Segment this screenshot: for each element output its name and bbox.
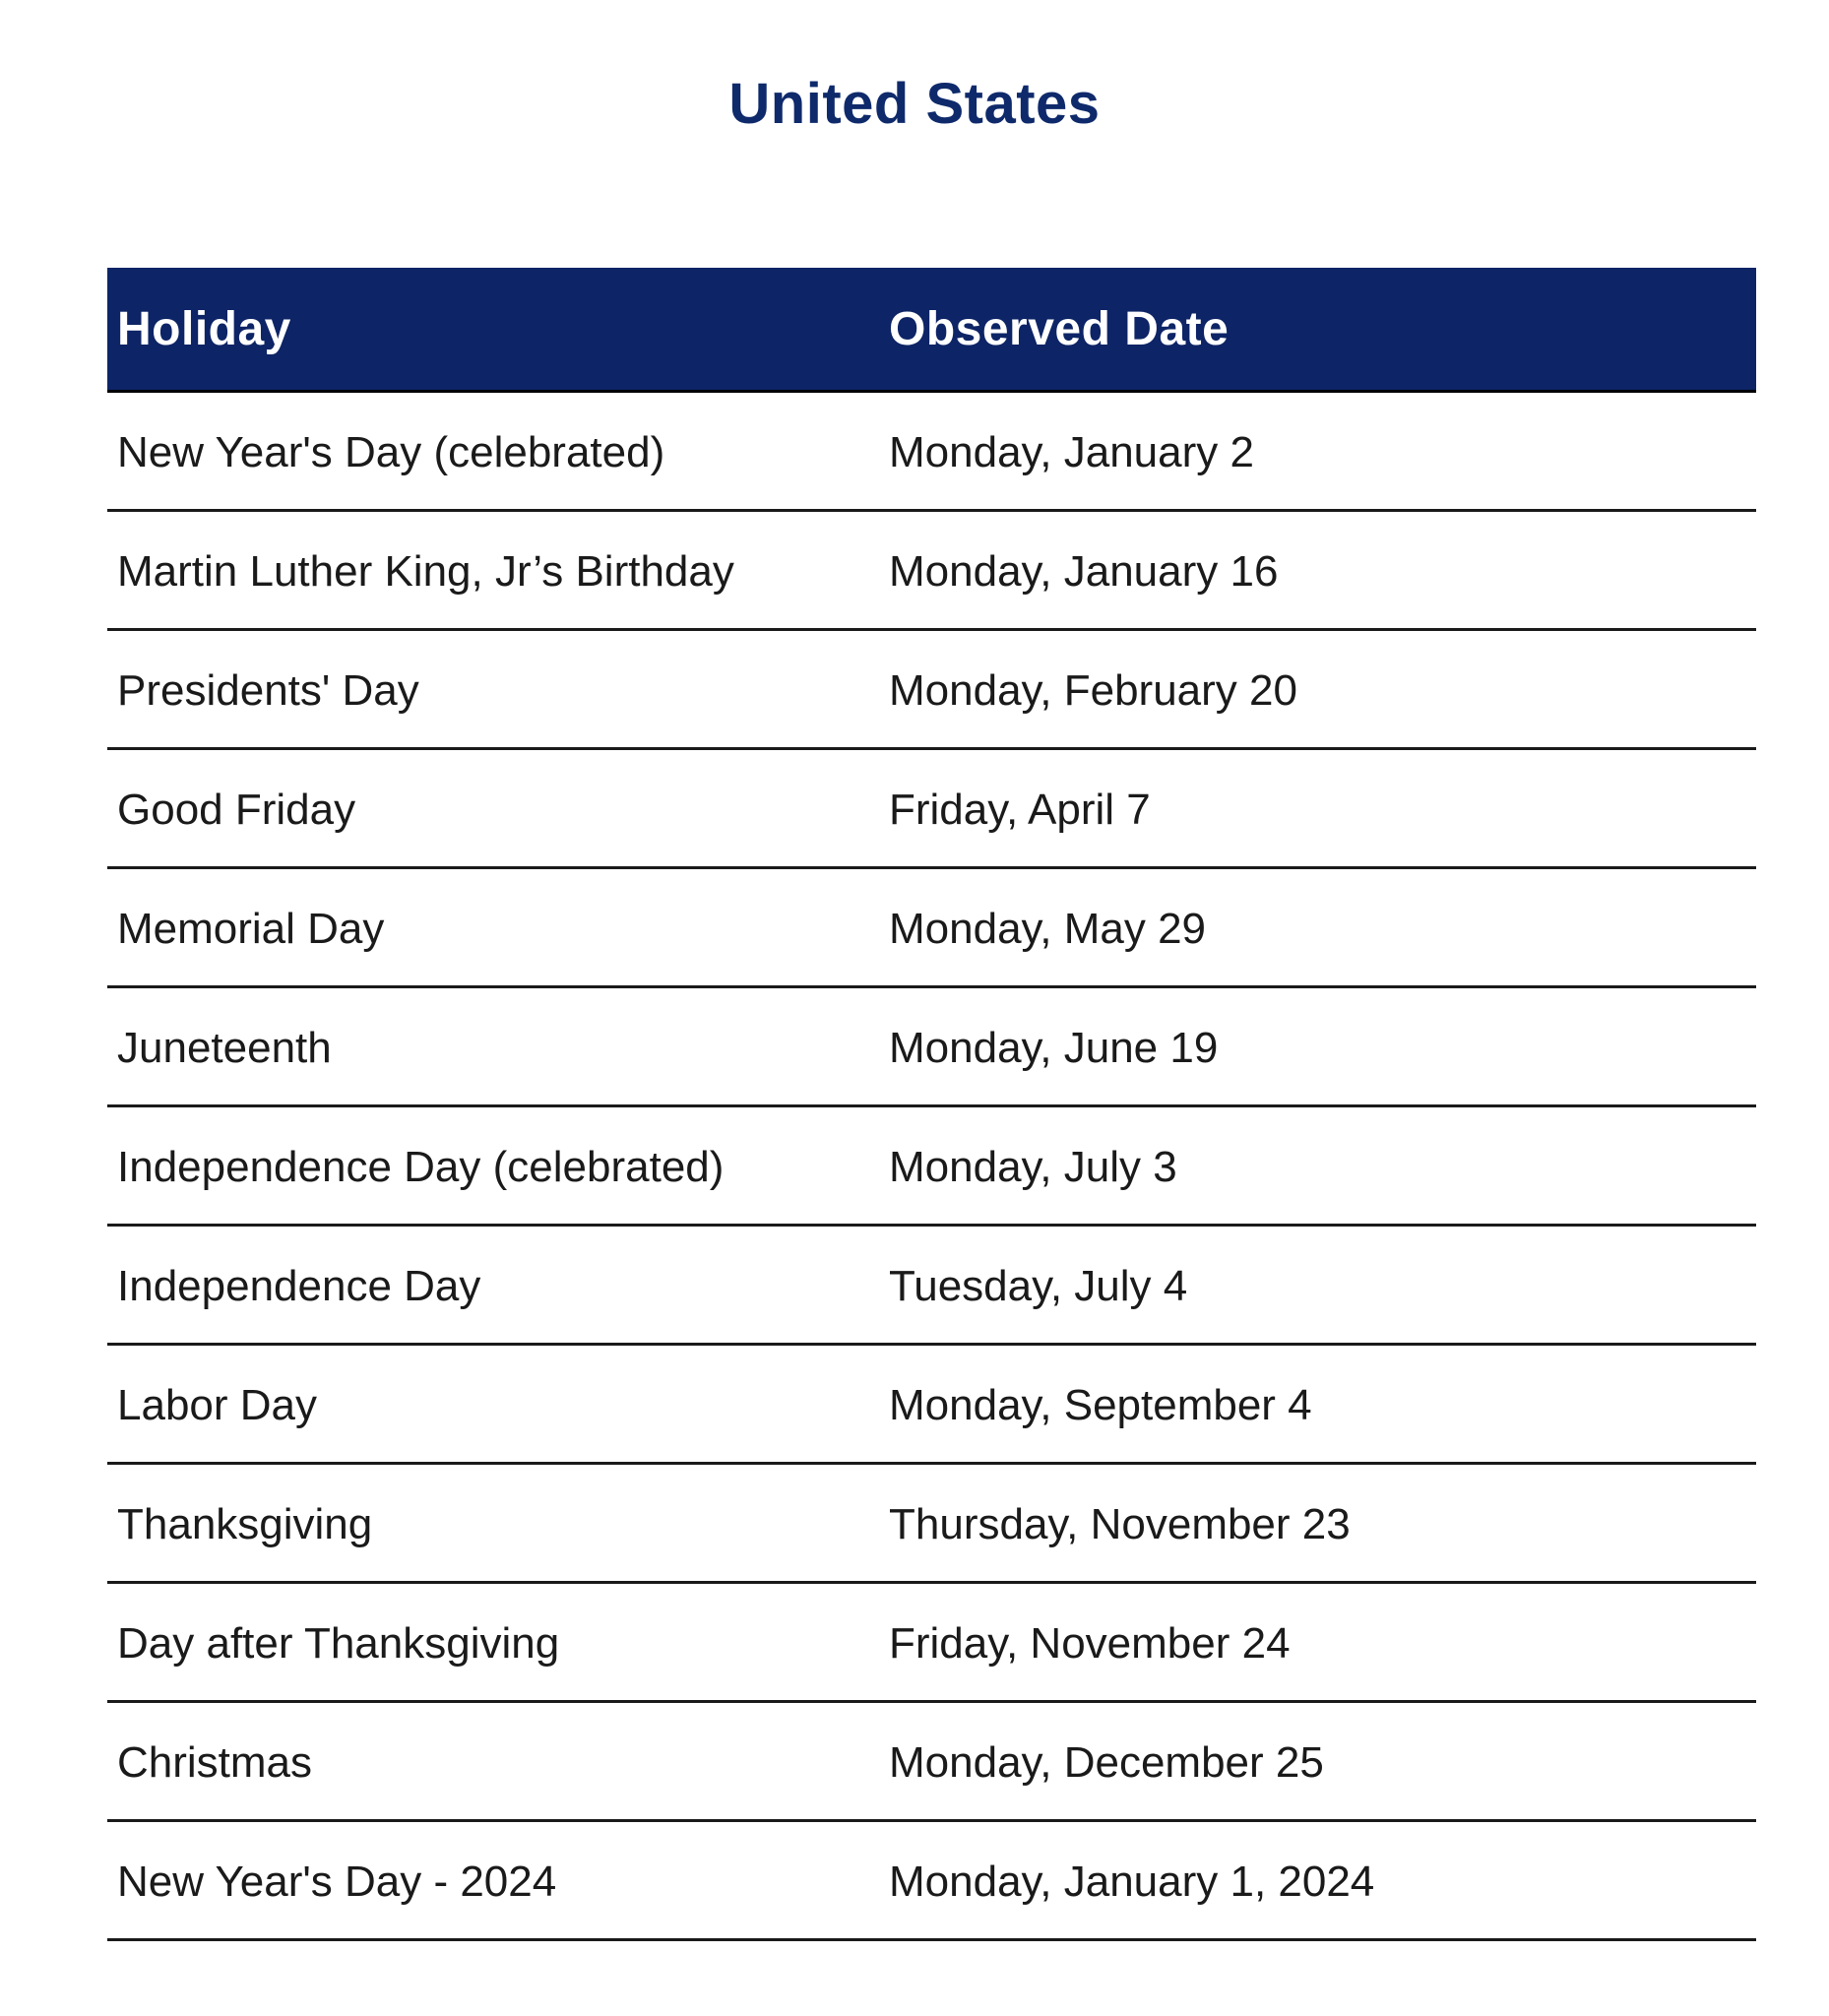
- holiday-cell: Martin Luther King, Jr’s Birthday: [117, 547, 734, 596]
- date-cell: Monday, July 3: [889, 1143, 1177, 1191]
- holiday-cell: Memorial Day: [117, 905, 385, 953]
- holiday-cell: Good Friday: [117, 786, 356, 834]
- table-row: [107, 1703, 1756, 1822]
- date-cell: Monday, December 25: [889, 1738, 1324, 1787]
- date-cell: Thursday, November 23: [889, 1500, 1351, 1548]
- date-cell: Monday, February 20: [889, 666, 1297, 715]
- table-row: [107, 750, 1756, 869]
- table-row: [107, 512, 1756, 631]
- holiday-cell: Christmas: [117, 1738, 313, 1787]
- table-header: [107, 268, 1756, 393]
- column-header-observed-date: Observed Date: [889, 302, 1230, 355]
- holiday-cell: Juneteenth: [117, 1024, 332, 1072]
- date-cell: Monday, May 29: [889, 905, 1207, 953]
- table-row: [107, 1465, 1756, 1584]
- holiday-cell: New Year's Day (celebrated): [117, 428, 665, 476]
- holiday-cell: New Year's Day - 2024: [117, 1858, 557, 1906]
- table-row: [107, 631, 1756, 750]
- date-cell: Monday, September 4: [889, 1381, 1312, 1429]
- holiday-cell: Presidents' Day: [117, 666, 419, 715]
- holiday-cell: Day after Thanksgiving: [117, 1619, 560, 1668]
- table-row: [107, 869, 1756, 988]
- date-cell: Monday, June 19: [889, 1024, 1219, 1072]
- date-cell: Friday, November 24: [889, 1619, 1291, 1668]
- date-cell: Monday, January 1, 2024: [889, 1858, 1375, 1906]
- table-row: [107, 1107, 1756, 1227]
- date-cell: Friday, April 7: [889, 786, 1151, 834]
- holiday-cell: Labor Day: [117, 1381, 318, 1429]
- holiday-cell: Thanksgiving: [117, 1500, 373, 1548]
- date-cell: Tuesday, July 4: [889, 1262, 1188, 1310]
- table-row: [107, 1584, 1756, 1703]
- date-cell: Monday, January 2: [889, 428, 1254, 476]
- date-cell: Monday, January 16: [889, 547, 1279, 596]
- table-row: [107, 1822, 1756, 1941]
- holiday-table: [107, 268, 1756, 1941]
- table-row: [107, 393, 1756, 512]
- column-header-holiday: Holiday: [117, 302, 291, 355]
- holiday-cell: Independence Day (celebrated): [117, 1143, 725, 1191]
- table-row: [107, 988, 1756, 1107]
- page-title: United States: [728, 72, 1101, 136]
- table-row: [107, 1227, 1756, 1346]
- holiday-cell: Independence Day: [117, 1262, 481, 1310]
- table-row: [107, 1346, 1756, 1465]
